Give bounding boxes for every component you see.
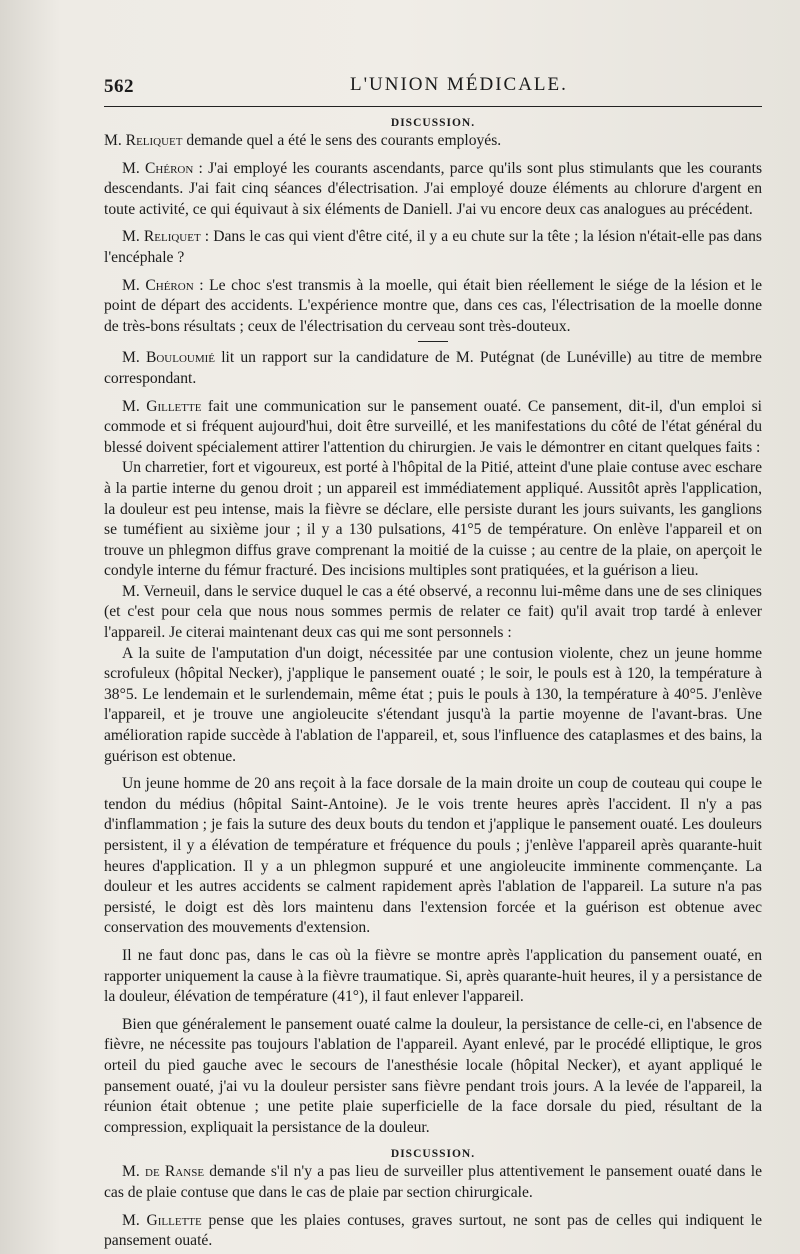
page-number: 562 bbox=[104, 76, 134, 97]
discussion-heading-2: DISCUSSION. bbox=[390, 1148, 476, 1161]
paragraph: M. Verneuil, dans le service duquel le cas a été observé, a reconnu lui-même dans une de ses cliniques (et c'est pour cela que nous nous sommes permis de relater ce fait) qu'il avait trop tardé à enlever l'appareil. Je citerai maintenant deux cas qui me sont personnels : bbox=[104, 582, 762, 642]
paragraph: Un jeune homme de 20 ans reçoit à la face dorsale de la main droite un coup de couteau qui coupe le tendon du médius (hôpital Saint-Antoine). Je le vois trente heures après l'accident. Il n'y a pas d'inflammation ; je fais la suture des deux bouts du tendon et j'applique le pansement ouaté. Les douleurs persistent, il y a élévation de température et fréquence du pouls ; j'enlève l'appareil après quarante-huit heures d'application. Il y a un phlegmon suppuré et une angioleucite imminente commençante. La douleur et les autres accidents se calment rapidement après l'ablation de l'appareil. La suture n'a pas persisté, le doigt est dès lors maintenu dans l'extension forcée et la guérison est obtenue avec conservation des mouvements d'extension. bbox=[104, 775, 762, 937]
speaker-name: M. Chéron bbox=[122, 159, 194, 177]
speaker-name: M. Reliquet bbox=[104, 132, 183, 149]
speaker-name: M. Gillette bbox=[122, 397, 202, 415]
paragraph: Bien que généralement le pansement ouaté calme la douleur, la persistance de celle-ci, en l'absence de fièvre, ne nécessite pas toujours l'ablation de l'appareil. Ayant enlevé, par le procédé elliptique, le gros orteil du pied gauche avec le secours de l'anesthésie locale (hôpital Necker), et ayant appliqué le pansement ouaté, j'ai vu la douleur persister sans fièvre pendant trois jours. A la levée de l'appareil, la réunion était obtenue ; une petite plaie superficielle de la face dorsale du pied, résultant de la compression, expliquait la persistance de la douleur. bbox=[104, 1015, 762, 1136]
paragraph: A la suite de l'amputation d'un doigt, nécessitée par une contusion violente, chez un jeune homme scrofuleux (hôpital Necker), j'applique le pansement ouaté ; le soir, le pouls est à 120, la température à 38°5. Le lendemain et le surlendemain, même état ; puis le pouls à 130, la température à 40°5. J'enlève l'appareil, et je trouve une angioleucite s'étendant jusqu'à la partie moyenne de l'avant-bras. Une amélioration rapide succède à l'ablation de l'appareil, et, sous l'influence des cataplasmes et des bains, la guérison est obtenue. bbox=[104, 644, 762, 765]
paragraph: M. Gillette fait une communication sur le pansement ouaté. Ce pansement, dit-il, d'un emploi si commode et si fréquent aujourd'hui, doit être surveillé, et les manifestations du côté de l'état général du blessé doivent spécialement attirer l'attention du chirurgien. Je vais le démontrer en citant quelques faits : bbox=[104, 397, 762, 456]
paragraph: M. Chéron : Le choc s'est transmis à la moelle, qui était bien réellement le siége de la lésion et le point de départ des accidents. L'expérience montre que, dans ces cas, l'électrisation de la moelle donne de très-bons résultats ; ceux de l'électrisation du cerveau sont très-douteux. bbox=[104, 276, 762, 335]
speaker-name: M. Bouloumié bbox=[122, 349, 216, 367]
paragraph: M. Chéron : J'ai employé les courants ascendants, parce qu'ils sont plus stimulants que les courants descendants. J'ai fait cinq séances d'électrisation. J'ai employé douze éléments au chlorure d'argent en toute activité, ce qui équivaut à six éléments de Daniell. J'ai vu encore deux cas analogues au précédent. bbox=[104, 159, 763, 218]
paragraph: Il ne faut donc pas, dans le cas où la fièvre se montre après l'application du pansement ouaté, en rapporter uniquement la cause à la fièvre traumatique. Si, après quarante-huit heures, il y a persistance de la douleur, élévation de température (41°), il faut enlever l'appareil. bbox=[104, 946, 762, 1006]
header-rule bbox=[104, 106, 762, 107]
paragraph: M. Reliquet demande quel a été le sens des courants employés. bbox=[104, 132, 502, 149]
paragraph: Un charretier, fort et vigoureux, est porté à l'hôpital de la Pitié, atteint d'une plaie contuse avec eschare à la partie interne du genou droit ; un appareil est immédiatement appliqué. Aussitôt après l'application, la douleur est peu intense, mais la fièvre se déclare, elle persiste durant les jours suivants, les ganglions se tuméfient au sixième jour ; il y a 130 pulsations, 41°5 de température. On enlève l'appareil et on trouve un phlegmon diffus grave comprenant la moitié de la cuisse ; au centre de la plaie, on aperçoit le condyle interne du fémur fracturé. Des incisions multiples sont pratiquées, et la guérison a lieu. bbox=[104, 459, 762, 580]
speaker-name: M. Reliquet bbox=[122, 228, 201, 246]
speaker-name: M. Gillette bbox=[122, 1211, 202, 1229]
paragraph: M. Gillette pense que les plaies contuses, graves surtout, ne sont pas de celles qui indiquent le pansement ouaté. bbox=[104, 1211, 762, 1250]
discussion-heading-1: DISCUSSION. bbox=[390, 117, 476, 129]
running-head bbox=[104, 70, 762, 104]
speaker-name: M. Chéron bbox=[122, 276, 194, 294]
section-separator bbox=[418, 341, 448, 342]
paragraph: M. Bouloumié lit un rapport sur la candidature de M. Putégnat (de Lunéville) au titre de membre correspondant. bbox=[104, 349, 762, 387]
paragraph: M. de Ranse demande s'il n'y a pas lieu de surveiller plus attentivement le pansement ouaté dans le cas de plaie contuse que dans le cas de plaie par section chirurgicale. bbox=[104, 1163, 762, 1201]
journal-title: L'UNION MÉDICALE. bbox=[350, 74, 568, 95]
speaker-name: M. de Ranse bbox=[122, 1163, 205, 1181]
paragraph: M. Reliquet : Dans le cas qui vient d'être cité, il y a eu chute sur la tête ; la lésion n'était-elle pas dans l'encéphale ? bbox=[104, 228, 762, 266]
